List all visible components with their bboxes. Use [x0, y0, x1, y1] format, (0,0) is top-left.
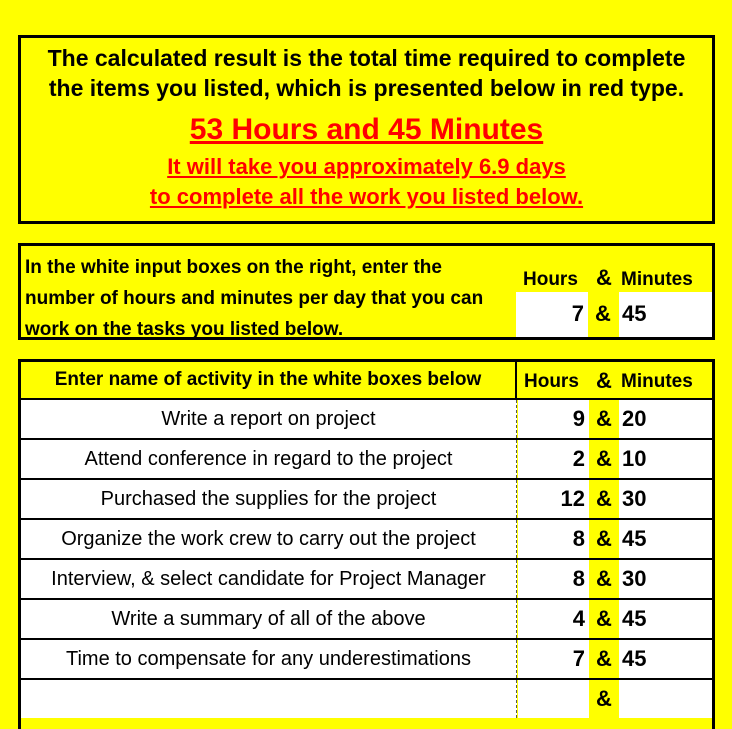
activity-name-input[interactable]: Purchased the supplies for the project [21, 480, 517, 518]
activity-minutes-input[interactable]: 45 [619, 600, 712, 638]
activity-name-header: Enter name of activity in the white boxes below [21, 362, 517, 398]
activity-hours-input[interactable] [518, 680, 589, 718]
activity-hours-input[interactable]: 7 [518, 640, 589, 678]
activity-name-input[interactable]: Attend conference in regard to the project [21, 440, 517, 478]
row-ampersand: & [589, 400, 619, 438]
activity-table-header [21, 362, 712, 400]
activity-row-empty [21, 680, 712, 720]
table-minutes-header: Minutes [621, 371, 693, 392]
activity-name-input[interactable]: Interview, & select candidate for Project Manager [21, 560, 517, 598]
activity-row [21, 560, 712, 600]
activity-hours-input[interactable]: 8 [518, 560, 589, 598]
row-ampersand: & [589, 640, 619, 678]
daily-capacity-panel [18, 243, 715, 340]
table-hours-header: Hours [524, 371, 579, 392]
ampersand-header: & [596, 265, 612, 290]
daily-hours-input[interactable] [516, 292, 588, 337]
row-ampersand: & [589, 480, 619, 518]
row-ampersand: & [589, 560, 619, 598]
activity-minutes-input[interactable]: 45 [619, 640, 712, 678]
daily-minutes-input[interactable] [619, 292, 712, 337]
activity-name-input[interactable]: Organize the work crew to carry out the project [21, 520, 517, 558]
activity-row [21, 480, 712, 520]
days-estimate-line1: It will take you approximately 6.9 days [167, 154, 566, 179]
activity-minutes-input[interactable]: 45 [619, 520, 712, 558]
activity-hours-input[interactable]: 4 [518, 600, 589, 638]
activity-row [21, 640, 712, 680]
activity-minutes-input[interactable] [619, 680, 712, 718]
activity-hours-input[interactable]: 2 [518, 440, 589, 478]
minutes-header: Minutes [621, 269, 693, 290]
daily-minutes-value: 45 [622, 301, 647, 326]
hours-header: Hours [523, 269, 578, 290]
result-panel [18, 35, 715, 224]
activity-minutes-input[interactable]: 30 [619, 480, 712, 518]
row-ampersand: & [589, 600, 619, 638]
days-estimate-line2: to complete all the work you listed below. [149, 184, 584, 209]
activity-minutes-input[interactable]: 10 [619, 440, 712, 478]
row-ampersand: & [589, 680, 619, 718]
activity-row [21, 520, 712, 560]
daily-hours-value: 7 [571, 301, 584, 326]
row-ampersand: & [589, 440, 619, 478]
activity-name-input[interactable] [21, 680, 517, 718]
activity-row [21, 400, 712, 440]
activity-minutes-input[interactable]: 30 [619, 560, 712, 598]
activity-hours-input[interactable]: 12 [518, 480, 589, 518]
total-time-result: 53 Hours and 45 Minutes [189, 113, 544, 146]
activity-minutes-input[interactable]: 20 [619, 400, 712, 438]
table-ampersand-header: & [596, 368, 612, 393]
daily-capacity-instructions: In the white input boxes on the right, enter the number of hours and minutes per day that you can work on the tasks you listed below. [25, 257, 484, 340]
activity-hours-input[interactable]: 9 [518, 400, 589, 438]
activity-row [21, 600, 712, 640]
activity-name-input[interactable]: Write a summary of all of the above [21, 600, 517, 638]
activity-name-input[interactable]: Write a report on project [21, 400, 517, 438]
daily-ampersand: & [595, 301, 611, 326]
activity-row [21, 440, 712, 480]
activity-hours-input[interactable]: 8 [518, 520, 589, 558]
row-ampersand: & [589, 520, 619, 558]
activity-name-input[interactable]: Time to compensate for any underestimations [21, 640, 517, 678]
result-intro: The calculated result is the total time required to complete the items you listed, which is presented below in red type. [47, 45, 686, 101]
activity-table [18, 359, 715, 729]
